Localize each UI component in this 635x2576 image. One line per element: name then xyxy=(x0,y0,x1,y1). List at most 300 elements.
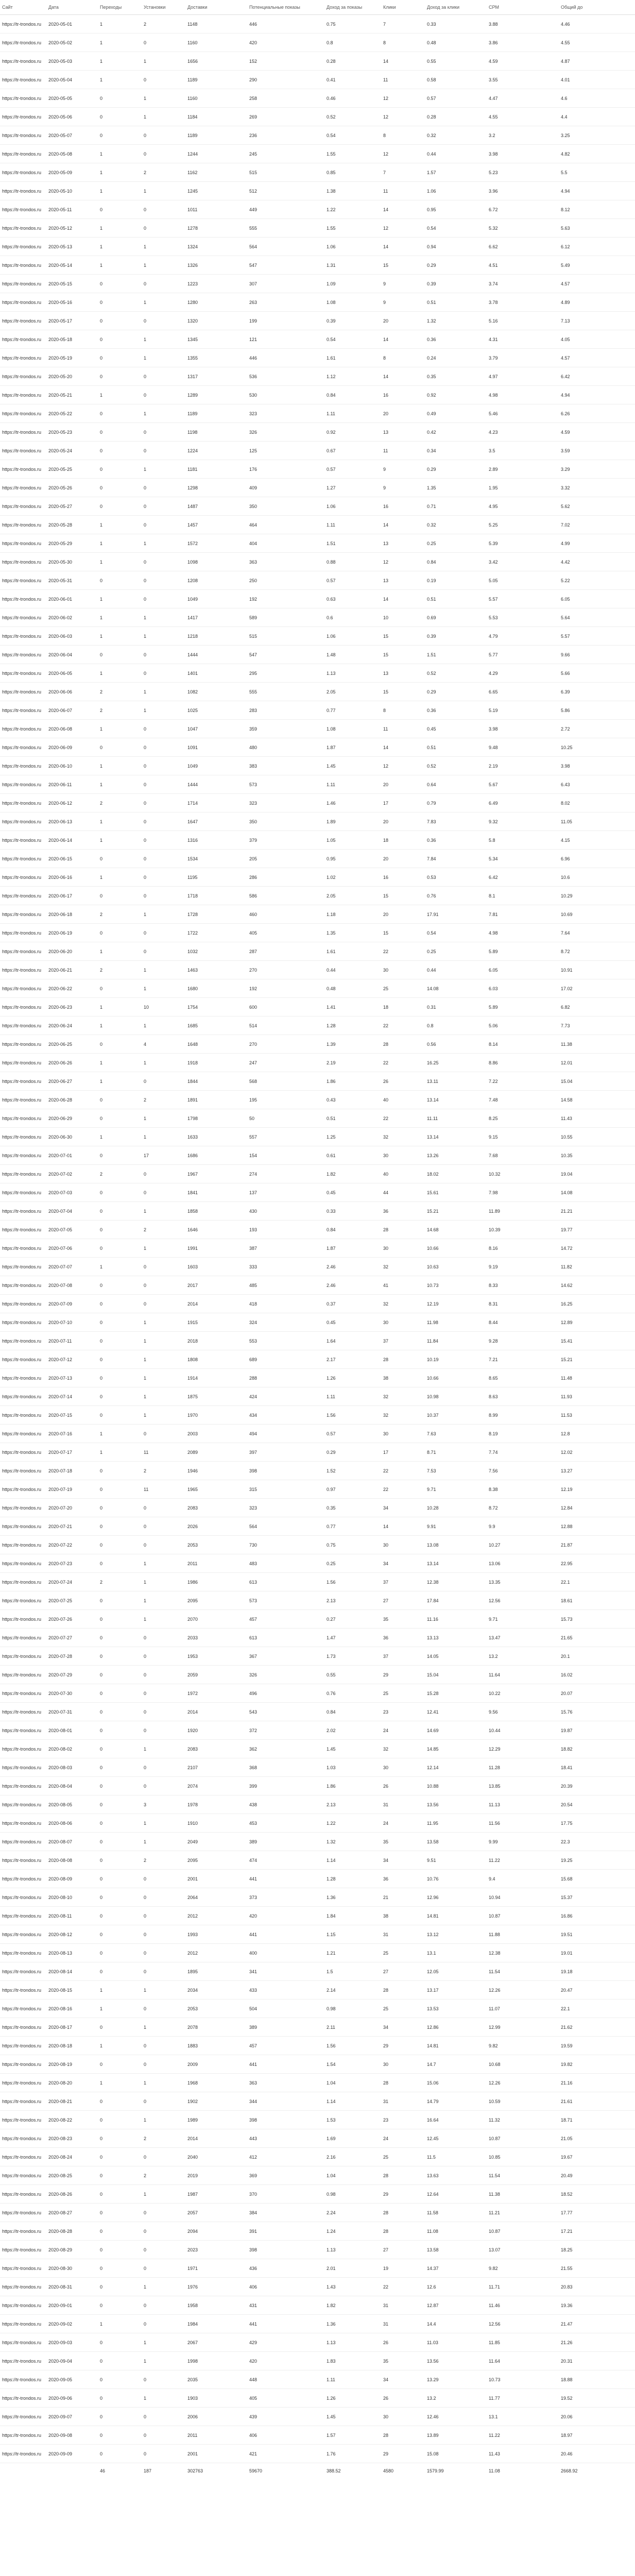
table-cell: 1 xyxy=(142,256,185,275)
table-cell: 10.87 xyxy=(487,2129,559,2148)
table-cell: 0.75 xyxy=(324,15,381,33)
table-cell: 0.32 xyxy=(425,126,487,145)
table-cell: 2.05 xyxy=(324,683,381,701)
table-cell: 2020-07-19 xyxy=(46,1480,98,1499)
table-cell: 17.02 xyxy=(559,979,635,998)
table-cell: 10.59 xyxy=(487,2092,559,2111)
table-cell: 1.22 xyxy=(324,1814,381,1833)
table-cell: 2009 xyxy=(185,2055,247,2074)
table-cell: 20 xyxy=(381,905,425,924)
table-cell: 0 xyxy=(142,2296,185,2315)
table-cell: 0 xyxy=(98,200,142,219)
site-cell: https://tr-trondos.ru xyxy=(0,1221,46,1239)
table-cell: 9.4 xyxy=(487,1870,559,1888)
table-cell: 446 xyxy=(247,349,324,367)
column-header: Потенциальные показы xyxy=(247,0,324,15)
table-cell: 28 xyxy=(381,2074,425,2092)
table-cell: 2020-05-18 xyxy=(46,330,98,349)
table-cell: 4.59 xyxy=(559,423,635,442)
table-cell: 18 xyxy=(381,998,425,1016)
table-cell: 121 xyxy=(247,330,324,349)
table-cell: 2011 xyxy=(185,1554,247,1573)
table-cell: 8.31 xyxy=(487,1295,559,1313)
table-cell: 10.85 xyxy=(487,2148,559,2166)
table-cell: 1.26 xyxy=(324,2389,381,2408)
table-cell: 0 xyxy=(142,1962,185,1981)
total-cell: 59670 xyxy=(249,2468,263,2473)
table-cell: 1 xyxy=(142,627,185,646)
table-cell: 32 xyxy=(381,1740,425,1758)
table-cell: 2020-05-19 xyxy=(46,349,98,367)
table-row xyxy=(0,2055,635,2074)
table-row xyxy=(0,831,635,850)
table-cell: 0 xyxy=(142,145,185,163)
table-cell: 2.13 xyxy=(324,1795,381,1814)
site-cell: https://tr-trondos.ru xyxy=(0,1016,46,1035)
table-cell: 384 xyxy=(247,2204,324,2222)
table-cell: 10.88 xyxy=(425,1777,487,1795)
table-cell: 13.47 xyxy=(487,1629,559,1647)
table-cell: 2020-06-06 xyxy=(46,683,98,701)
table-cell: 0 xyxy=(98,312,142,330)
table-cell: 2001 xyxy=(185,2445,247,2463)
table-row xyxy=(0,145,635,163)
table-cell: 0 xyxy=(98,1629,142,1647)
total-cell xyxy=(0,2463,46,2479)
table-cell: 1457 xyxy=(185,516,247,534)
table-cell: 11.82 xyxy=(559,1258,635,1276)
table-cell: 1 xyxy=(142,608,185,627)
table-cell: 0.49 xyxy=(425,404,487,423)
table-cell: 0 xyxy=(142,868,185,887)
table-cell: 1 xyxy=(142,701,185,720)
table-cell: 1920 xyxy=(185,1721,247,1740)
table-cell: 15.21 xyxy=(559,1350,635,1369)
table-cell: 2083 xyxy=(185,1499,247,1517)
table-cell: 405 xyxy=(247,924,324,942)
table-cell: 1417 xyxy=(185,608,247,627)
table-cell: 7.22 xyxy=(487,1072,559,1091)
table-cell: 2020-07-01 xyxy=(46,1146,98,1165)
table-cell: 11.95 xyxy=(425,1814,487,1833)
table-cell: 12 xyxy=(381,757,425,775)
table-cell: 2083 xyxy=(185,1740,247,1758)
table-cell: 2020-05-30 xyxy=(46,553,98,571)
table-cell: 0 xyxy=(98,2333,142,2352)
table-cell: 15.08 xyxy=(425,2445,487,2463)
site-cell: https://tr-trondos.ru xyxy=(0,2074,46,2092)
table-row xyxy=(0,2408,635,2426)
table-cell: 11.38 xyxy=(487,2185,559,2204)
site-cell: https://tr-trondos.ru xyxy=(0,330,46,349)
table-cell: 12.96 xyxy=(425,1888,487,1907)
table-cell: 1970 xyxy=(185,1406,247,1425)
table-cell: 0 xyxy=(98,1591,142,1610)
table-cell: 2020-07-09 xyxy=(46,1295,98,1313)
table-cell: 350 xyxy=(247,497,324,516)
table-cell: 399 xyxy=(247,1777,324,1795)
table-cell: 19.18 xyxy=(559,1962,635,1981)
table-cell: 0 xyxy=(98,2296,142,2315)
table-cell: 2020-07-24 xyxy=(46,1573,98,1591)
table-row xyxy=(0,108,635,126)
table-cell: 0 xyxy=(142,775,185,794)
table-cell: 2020-08-30 xyxy=(46,2259,98,2278)
table-cell: 16 xyxy=(381,386,425,404)
table-cell: 1316 xyxy=(185,831,247,850)
table-cell: 0.48 xyxy=(324,979,381,998)
table-row xyxy=(0,1647,635,1666)
table-cell: 19.25 xyxy=(559,1851,635,1870)
table-row xyxy=(0,1165,635,1183)
table-cell: 5.57 xyxy=(559,627,635,646)
table-row xyxy=(0,15,635,33)
table-cell: 1195 xyxy=(185,868,247,887)
table-cell: 0 xyxy=(98,1554,142,1573)
table-cell: 2020-08-10 xyxy=(46,1888,98,1907)
table-row xyxy=(0,571,635,590)
site-cell: https://tr-trondos.ru xyxy=(0,367,46,386)
table-cell: 283 xyxy=(247,701,324,720)
site-cell: https://tr-trondos.ru xyxy=(0,757,46,775)
table-cell: 1198 xyxy=(185,423,247,442)
site-cell: https://tr-trondos.ru xyxy=(0,646,46,664)
table-cell: 1991 xyxy=(185,1239,247,1258)
table-row xyxy=(0,1016,635,1035)
site-cell: https://tr-trondos.ru xyxy=(0,2111,46,2129)
table-cell: 1.53 xyxy=(324,2111,381,2129)
table-cell: 14.72 xyxy=(559,1239,635,1258)
table-cell: 0.98 xyxy=(324,1999,381,2018)
table-cell: 17.91 xyxy=(425,905,487,924)
table-cell: 420 xyxy=(247,33,324,52)
table-cell: 20 xyxy=(381,312,425,330)
table-cell: 1.87 xyxy=(324,1239,381,1258)
table-cell: 8.33 xyxy=(487,1276,559,1295)
table-cell: 0 xyxy=(98,1517,142,1536)
table-cell: 10.28 xyxy=(425,1499,487,1517)
table-cell: 9.82 xyxy=(487,2259,559,2278)
site-cell: https://tr-trondos.ru xyxy=(0,1870,46,1888)
site-cell: https://tr-trondos.ru xyxy=(0,312,46,330)
table-cell: 441 xyxy=(247,1925,324,1944)
site-cell: https://tr-trondos.ru xyxy=(0,1703,46,1721)
table-cell: 9 xyxy=(381,460,425,479)
table-cell: 1.11 xyxy=(324,1387,381,1406)
table-cell: 0 xyxy=(98,1295,142,1313)
total-cell: 1579.99 xyxy=(427,2468,444,2473)
table-cell: 613 xyxy=(247,1573,324,1591)
table-cell: 11.64 xyxy=(487,2352,559,2370)
table-cell: 2020-07-06 xyxy=(46,1239,98,1258)
table-cell: 6.96 xyxy=(559,850,635,868)
table-cell: 5.86 xyxy=(559,701,635,720)
table-cell: 31 xyxy=(381,1795,425,1814)
table-cell: 433 xyxy=(247,1981,324,1999)
table-cell: 1324 xyxy=(185,238,247,256)
table-cell: 2020-08-15 xyxy=(46,1981,98,1999)
table-cell: 7 xyxy=(381,163,425,182)
table-cell: 0.54 xyxy=(425,924,487,942)
table-cell: 0 xyxy=(142,812,185,831)
table-cell: 0 xyxy=(98,1313,142,1332)
table-cell: 1355 xyxy=(185,349,247,367)
table-row xyxy=(0,646,635,664)
table-cell: 14.08 xyxy=(559,1183,635,1202)
site-cell: https://tr-trondos.ru xyxy=(0,1239,46,1258)
table-cell: 17 xyxy=(381,1443,425,1462)
table-cell: 0.51 xyxy=(425,590,487,608)
table-cell: 0 xyxy=(142,1536,185,1554)
table-cell: 30 xyxy=(381,2055,425,2074)
table-cell: 2.89 xyxy=(487,460,559,479)
table-cell: 13.58 xyxy=(425,2241,487,2259)
table-cell: 1224 xyxy=(185,442,247,460)
table-cell: 1 xyxy=(98,52,142,71)
table-cell: 5.8 xyxy=(487,831,559,850)
table-cell: 1.15 xyxy=(324,1925,381,1944)
table-cell: 6.72 xyxy=(487,200,559,219)
table-cell: 1 xyxy=(142,52,185,71)
table-cell: 0.25 xyxy=(425,534,487,553)
table-cell: 4.87 xyxy=(559,52,635,71)
table-cell: 0 xyxy=(142,2370,185,2389)
table-cell: 0.52 xyxy=(425,664,487,683)
table-cell: 16.25 xyxy=(559,1295,635,1313)
table-cell: 0.41 xyxy=(324,71,381,89)
table-cell: 14.69 xyxy=(425,1721,487,1740)
table-cell: 4.51 xyxy=(487,256,559,275)
table-cell: 2020-07-13 xyxy=(46,1369,98,1387)
table-cell: 10.25 xyxy=(559,738,635,757)
table-row xyxy=(0,460,635,479)
table-cell: 449 xyxy=(247,200,324,219)
table-cell: 2020-06-21 xyxy=(46,961,98,979)
table-cell: 1656 xyxy=(185,52,247,71)
table-cell: 0 xyxy=(98,2352,142,2370)
table-cell: 1 xyxy=(98,534,142,553)
table-cell: 2020-07-04 xyxy=(46,1202,98,1221)
table-cell: 1.89 xyxy=(324,812,381,831)
table-cell: 2020-09-01 xyxy=(46,2296,98,2315)
table-cell: 689 xyxy=(247,1350,324,1369)
table-cell: 0 xyxy=(98,1202,142,1221)
table-cell: 2020-09-08 xyxy=(46,2426,98,2445)
table-cell: 1685 xyxy=(185,1016,247,1035)
table-cell: 2035 xyxy=(185,2370,247,2389)
table-cell: 2001 xyxy=(185,1870,247,1888)
table-row xyxy=(0,1128,635,1146)
table-cell: 125 xyxy=(247,442,324,460)
table-row xyxy=(0,2333,635,2352)
table-cell: 418 xyxy=(247,1295,324,1313)
table-row xyxy=(0,868,635,887)
table-cell: 307 xyxy=(247,275,324,293)
table-cell: 14.68 xyxy=(425,1221,487,1239)
table-cell: 205 xyxy=(247,850,324,868)
table-cell: 2020-06-14 xyxy=(46,831,98,850)
table-cell: 3.98 xyxy=(559,757,635,775)
table-cell: 4.59 xyxy=(487,52,559,71)
table-cell: 1463 xyxy=(185,961,247,979)
table-cell: 36 xyxy=(381,1629,425,1647)
table-row xyxy=(0,238,635,256)
table-cell: 13 xyxy=(381,664,425,683)
table-cell: 32 xyxy=(381,1128,425,1146)
table-cell: 1 xyxy=(142,534,185,553)
table-cell: 1.56 xyxy=(324,1406,381,1425)
table-cell: 10.73 xyxy=(487,2370,559,2389)
table-cell: 1.13 xyxy=(324,2241,381,2259)
table-cell: 295 xyxy=(247,664,324,683)
table-cell: 19.82 xyxy=(559,2055,635,2074)
table-cell: 2020-05-26 xyxy=(46,479,98,497)
table-cell: 1 xyxy=(142,330,185,349)
table-cell: 2014 xyxy=(185,1703,247,1721)
table-cell: 12.86 xyxy=(425,2018,487,2037)
table-cell: 1 xyxy=(98,868,142,887)
table-row xyxy=(0,2204,635,2222)
table-cell: 420 xyxy=(247,2352,324,2370)
table-row xyxy=(0,2185,635,2204)
table-cell: 30 xyxy=(381,1536,425,1554)
table-row xyxy=(0,942,635,961)
table-cell: 8.63 xyxy=(487,1387,559,1406)
table-cell: 0 xyxy=(142,71,185,89)
table-cell: 2020-08-16 xyxy=(46,1999,98,2018)
site-cell: https://tr-trondos.ru xyxy=(0,979,46,998)
table-cell: 21.47 xyxy=(559,2315,635,2333)
table-cell: 24 xyxy=(381,2129,425,2148)
table-cell: 2020-05-03 xyxy=(46,52,98,71)
table-cell: 12.19 xyxy=(559,1480,635,1499)
table-cell: 36 xyxy=(381,1870,425,1888)
table-cell: 424 xyxy=(247,1387,324,1406)
table-cell: 431 xyxy=(247,2296,324,2315)
table-cell: 3.42 xyxy=(487,553,559,571)
table-cell: 0 xyxy=(98,1758,142,1777)
table-cell: 1098 xyxy=(185,553,247,571)
table-cell: 0.36 xyxy=(425,831,487,850)
table-cell: 1.32 xyxy=(324,1833,381,1851)
table-row xyxy=(0,738,635,757)
table-cell: 14 xyxy=(381,516,425,534)
table-cell: 13.63 xyxy=(425,2166,487,2185)
table-row xyxy=(0,775,635,794)
table-cell: 0.35 xyxy=(425,367,487,386)
table-cell: 4.42 xyxy=(559,553,635,571)
table-cell: 27 xyxy=(381,2241,425,2259)
table-cell: 1.83 xyxy=(324,2352,381,2370)
table-cell: 2020-08-18 xyxy=(46,2037,98,2055)
table-cell: 0 xyxy=(142,2204,185,2222)
table-cell: 258 xyxy=(247,89,324,108)
table-cell: 0 xyxy=(98,89,142,108)
table-cell: 1.41 xyxy=(324,998,381,1016)
table-cell: 326 xyxy=(247,1666,324,1684)
table-row xyxy=(0,1814,635,1833)
table-cell: 11.32 xyxy=(487,2111,559,2129)
table-cell: 1 xyxy=(98,831,142,850)
table-cell: 2 xyxy=(142,2166,185,2185)
table-cell: 1.32 xyxy=(425,312,487,330)
table-cell: 1208 xyxy=(185,571,247,590)
table-cell: 2020-08-08 xyxy=(46,1851,98,1870)
table-cell: 1987 xyxy=(185,2185,247,2204)
table-cell: 0 xyxy=(98,1406,142,1425)
site-cell: https://tr-trondos.ru xyxy=(0,1647,46,1666)
table-cell: 2.16 xyxy=(324,2148,381,2166)
table-cell: 2020-06-02 xyxy=(46,608,98,627)
table-cell: 4.94 xyxy=(559,386,635,404)
table-cell: 2020-06-17 xyxy=(46,887,98,905)
site-cell: https://tr-trondos.ru xyxy=(0,479,46,497)
table-cell: 29 xyxy=(381,2445,425,2463)
table-cell: 0.44 xyxy=(425,145,487,163)
table-cell: 0 xyxy=(98,2166,142,2185)
table-cell: 12.8 xyxy=(559,1425,635,1443)
table-cell: 13.11 xyxy=(425,1072,487,1091)
table-cell: 14.08 xyxy=(425,979,487,998)
table-cell: 14.05 xyxy=(425,1647,487,1666)
table-cell: 1189 xyxy=(185,126,247,145)
table-cell: 0 xyxy=(98,367,142,386)
table-cell: 1 xyxy=(142,89,185,108)
table-cell: 483 xyxy=(247,1554,324,1573)
table-cell: 30 xyxy=(381,961,425,979)
table-row xyxy=(0,1499,635,1517)
table-cell: 15.04 xyxy=(425,1666,487,1684)
table-cell: 11.07 xyxy=(487,1999,559,2018)
site-cell: https://tr-trondos.ru xyxy=(0,1499,46,1517)
table-cell: 236 xyxy=(247,126,324,145)
site-cell: https://tr-trondos.ru xyxy=(0,2278,46,2296)
table-cell: 457 xyxy=(247,1610,324,1629)
table-cell: 12.46 xyxy=(425,2408,487,2426)
table-cell: 1534 xyxy=(185,850,247,868)
table-cell: 2.46 xyxy=(324,1276,381,1295)
table-cell: 7.13 xyxy=(559,312,635,330)
table-row xyxy=(0,1369,635,1387)
table-cell: 28 xyxy=(381,1221,425,1239)
table-row xyxy=(0,52,635,71)
column-header: Доход за клики xyxy=(425,0,487,15)
table-cell: 5.16 xyxy=(487,312,559,330)
table-cell: 1998 xyxy=(185,2352,247,2370)
table-cell: 11.11 xyxy=(425,1109,487,1128)
table-cell: 0 xyxy=(142,553,185,571)
site-cell: https://tr-trondos.ru xyxy=(0,1425,46,1443)
table-cell: 1 xyxy=(98,998,142,1016)
site-cell: https://tr-trondos.ru xyxy=(0,2389,46,2408)
table-cell: 2020-08-13 xyxy=(46,1944,98,1962)
table-cell: 5.22 xyxy=(559,571,635,590)
table-cell: 2034 xyxy=(185,1981,247,1999)
table-cell: 11.03 xyxy=(425,2333,487,2352)
table-cell: 1160 xyxy=(185,89,247,108)
header-row xyxy=(0,0,635,15)
table-cell: 2020-07-27 xyxy=(46,1629,98,1647)
table-row xyxy=(0,1573,635,1591)
table-cell: 1.87 xyxy=(324,738,381,757)
table-cell: 0.63 xyxy=(324,590,381,608)
table-row xyxy=(0,200,635,219)
table-cell: 0 xyxy=(142,1517,185,1536)
table-cell: 11 xyxy=(142,1480,185,1499)
column-header: Доставки xyxy=(185,0,247,15)
table-cell: 14 xyxy=(381,200,425,219)
table-row xyxy=(0,590,635,608)
